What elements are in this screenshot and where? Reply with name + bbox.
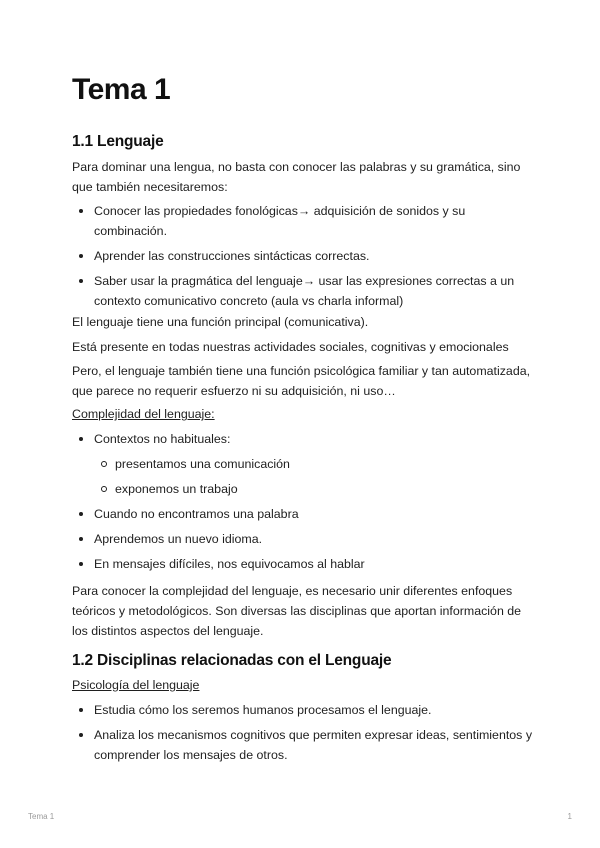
paragraph-function: El lenguaje tiene una función principal (comunicativa). — [72, 315, 369, 329]
bullet-icon — [79, 708, 83, 712]
sub-list-item: exponemos un trabajo — [72, 479, 532, 499]
bullet-icon — [79, 254, 83, 258]
hollow-bullet-icon — [101, 486, 107, 492]
bullet-icon — [79, 279, 83, 283]
list-item: Contextos no habituales: — [72, 429, 532, 449]
section-heading-disciplinas: 1.2 Disciplinas relacionadas con el Lenguaje — [72, 652, 392, 669]
intro-paragraph: Para dominar una lengua, no basta con conocer las palabras y su gramática, sino que también necesitaremos: — [72, 160, 521, 194]
bullet-icon — [79, 209, 83, 213]
footer-title: Tema 1 — [28, 812, 55, 821]
page-title: Tema 1 — [72, 73, 171, 106]
section-heading-lenguaje: 1.1 Lenguaje — [72, 133, 164, 150]
list-item: Estudia cómo los seremos humanos procesamos el lenguaje. — [72, 700, 532, 720]
list-item: Aprender las construcciones sintácticas correctas. — [72, 246, 532, 266]
paragraph-psychological: Pero, el lenguaje también tiene una función psicológica familiar y tan automatizada, que parece no requerir esfuerzo ni su adquisición, ni uso… — [72, 364, 531, 398]
page-number: 1 — [567, 812, 572, 821]
list-item: En mensajes difíciles, nos equivocamos al hablar — [72, 554, 532, 574]
psychology-label: Psicología del lenguaje — [72, 678, 200, 692]
list-item: Conocer las propiedades fonológicas→ adquisición de sonidos y su combinación. — [72, 201, 532, 241]
list-item: Cuando no encontramos una palabra — [72, 504, 532, 524]
bullet-icon — [79, 537, 83, 541]
bullet-icon — [79, 512, 83, 516]
psychology-list — [72, 700, 532, 765]
bullet-icon — [79, 437, 83, 441]
bullet-icon — [79, 733, 83, 737]
list-item: Saber usar la pragmática del lenguaje→ usar las expresiones correctas a un contexto comunicativo concreto (aula vs charla informal) — [72, 271, 532, 311]
list-item: Analiza los mecanismos cognitivos que permiten expresar ideas, sentimientos y comprender los mensajes de otros. — [72, 725, 532, 765]
sub-list-item: presentamos una comunicación — [72, 454, 532, 474]
bullet-icon — [79, 562, 83, 566]
complexity-label: Complejidad del lenguaje: — [72, 407, 215, 421]
paragraph-disciplines: Para conocer la complejidad del lenguaje, es necesario unir diferentes enfoques teóricos y metodológicos. Son diversas las disciplinas que aportan información de los distintos aspectos del lenguaje. — [72, 584, 522, 638]
complexity-list — [72, 429, 532, 574]
list-item: Aprendemos un nuevo idioma. — [72, 529, 532, 549]
requirements-list — [72, 201, 532, 311]
paragraph-presence: Está presente en todas nuestras actividades sociales, cognitivas y emocionales — [72, 340, 509, 354]
hollow-bullet-icon — [101, 461, 107, 467]
